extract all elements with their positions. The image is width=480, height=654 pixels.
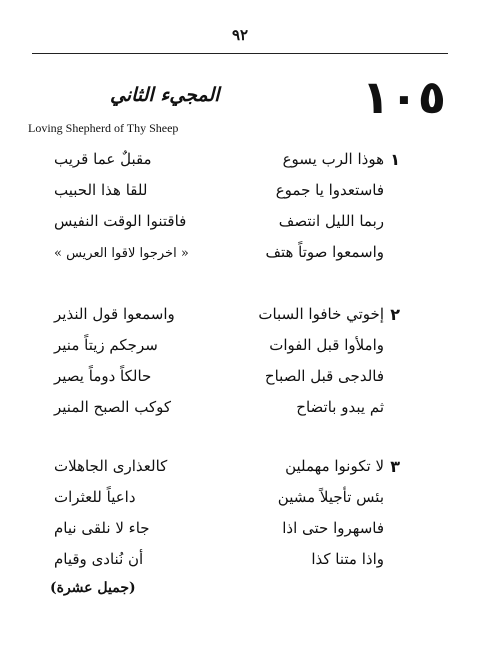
verse-first-half: إخوتي خافوا السبات — [258, 305, 384, 323]
verse-first-half: ثم يبدو باتضاح — [296, 398, 384, 416]
verse-second-half: كالعذارى الجاهلات — [54, 457, 168, 475]
verse-first-half: فاسهروا حتى اذا — [282, 519, 384, 537]
verse-line — [50, 550, 384, 574]
verse-second-half: « اخرجوا لاقوا العريس » — [54, 246, 189, 261]
verse-line — [50, 367, 384, 391]
stanza-number: ٣ — [390, 457, 400, 476]
verse-second-half: داعياً للعثرات — [54, 488, 136, 506]
verse-first-half: هوذا الرب يسوع — [282, 150, 384, 168]
verse-first-half: فاستعدوا يا جموع — [275, 181, 384, 199]
verse-line — [50, 336, 384, 360]
tune-name: Loving Shepherd of Thy Sheep — [28, 121, 179, 135]
verse-line — [50, 212, 384, 236]
verse-line — [50, 305, 384, 329]
hymn-title: المجيء الثاني — [110, 84, 220, 106]
stanza-number: ٢ — [390, 305, 400, 324]
verse-first-half: واملأوا قبل الفوات — [269, 336, 384, 354]
verse-line — [50, 488, 384, 512]
verse-first-half: ربما الليل انتصف — [278, 212, 384, 230]
verse-second-half: للقا هذا الحبيب — [54, 181, 148, 199]
verse-second-half: جاء لا نلقى نيام — [54, 519, 150, 537]
verse-first-half: بئس تأجيلاً مشين — [277, 488, 384, 506]
verse-line — [50, 181, 384, 205]
verse-line — [50, 519, 384, 543]
verse-first-half: لا تكونوا مهملين — [285, 457, 384, 475]
verse-second-half: حالكاً دوماً يصير — [54, 367, 152, 385]
verse-second-half: كوكب الصبح المنير — [54, 398, 171, 416]
stanza-number: ١ — [390, 150, 400, 169]
verse-first-half: فالدجى قبل الصباح — [264, 367, 384, 385]
header-rule — [32, 53, 448, 54]
page-number: ٩٢ — [231, 26, 249, 44]
verse-line — [50, 457, 384, 481]
verse-second-half: سرجكم زيتاً منير — [54, 336, 158, 354]
verse-first-half: واذا متنا كذا — [311, 550, 384, 568]
verse-second-half: فاقتنوا الوقت النفيس — [54, 212, 187, 230]
verse-line — [50, 150, 384, 174]
verse-second-half: واسمعوا قول النذير — [54, 305, 175, 323]
hymn-number: ١٠٥ — [361, 70, 446, 124]
verse-line — [50, 398, 384, 422]
author-attribution: (جميل عشرة) — [50, 580, 136, 596]
verse-second-half: أن نُنادى وقيام — [54, 550, 144, 568]
verse-line — [50, 243, 384, 267]
verse-first-half: واسمعوا صوتاً هتف — [265, 243, 384, 261]
verse-second-half: مقبلٌ عما قريب — [54, 150, 152, 168]
